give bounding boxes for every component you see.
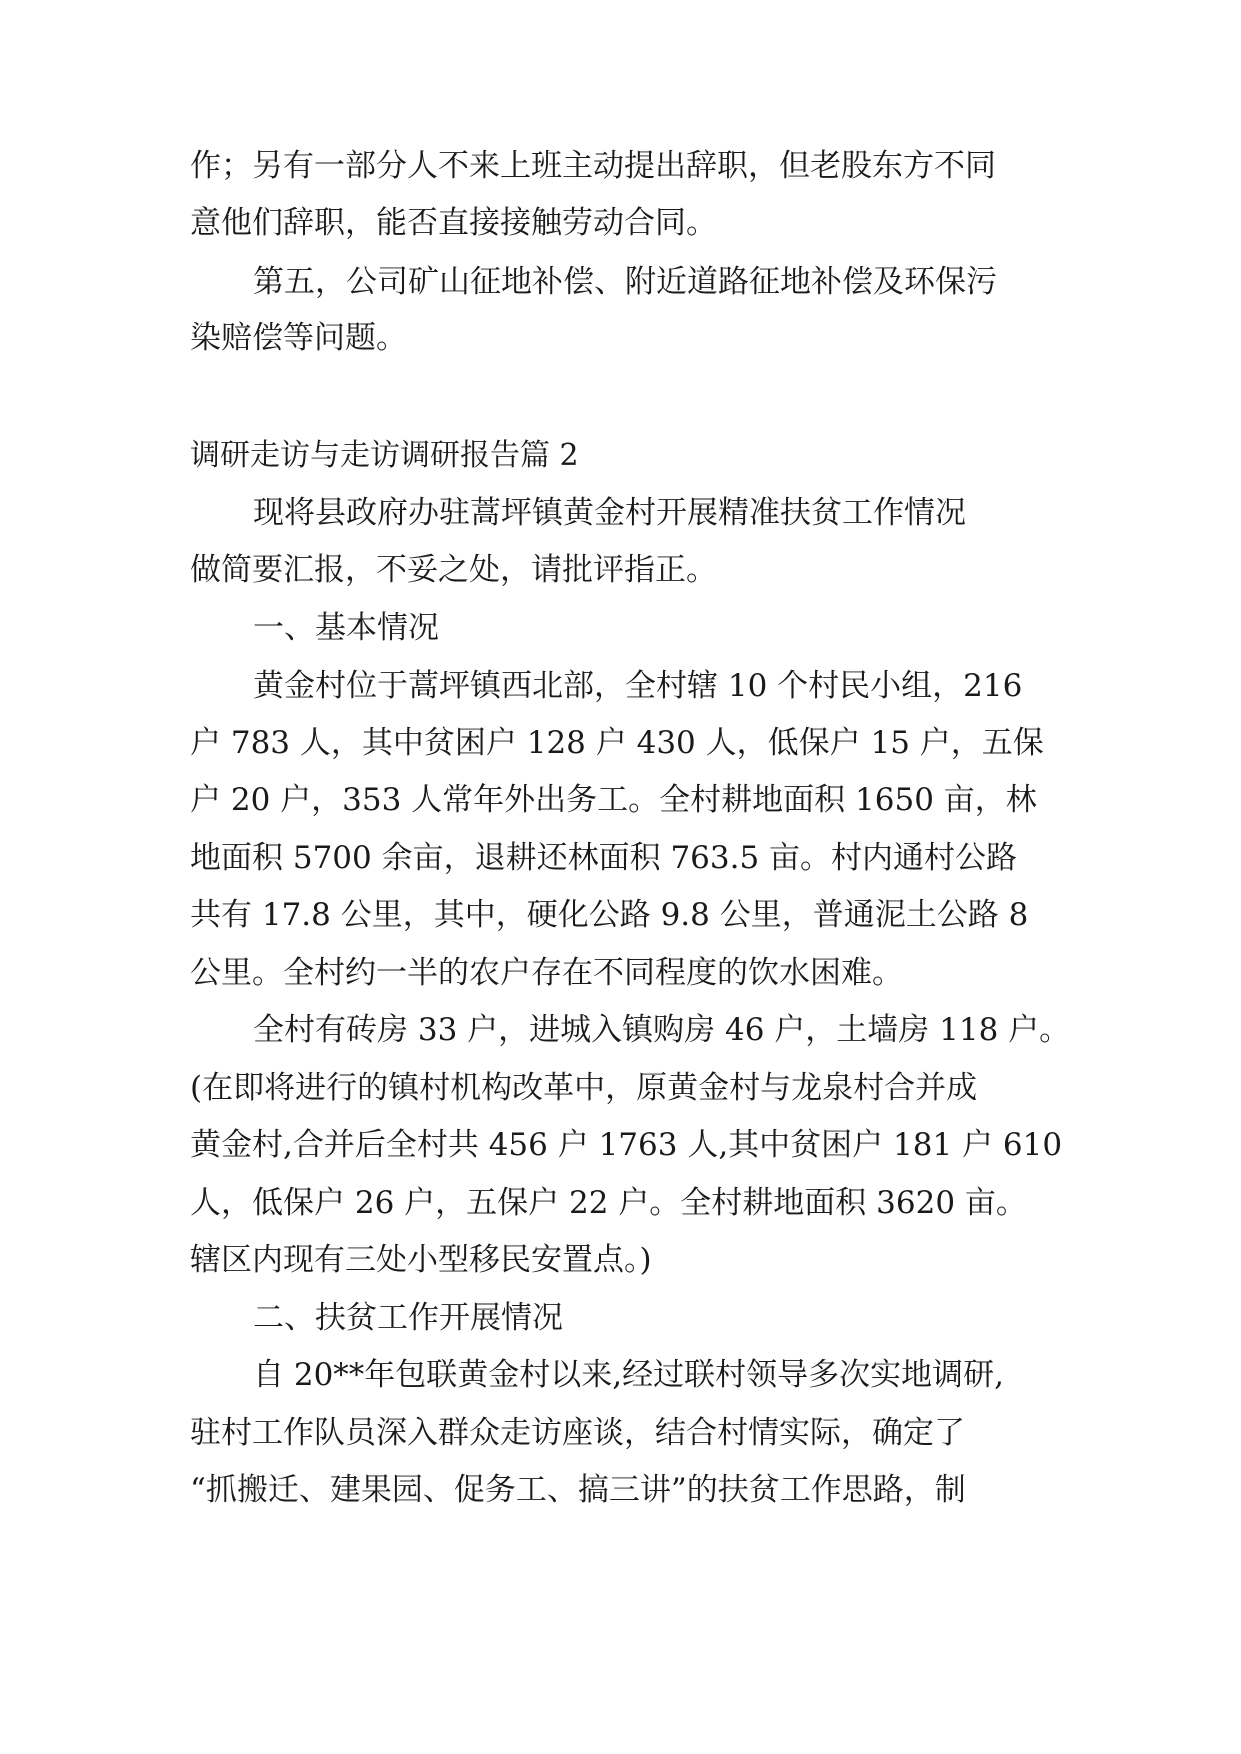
paragraph-line: 做简要汇报，不妥之处，请批评指正。 bbox=[190, 552, 717, 588]
paragraph-line: “抓搬迁、建果园、促务工、搞三讲”的扶贫工作思路，制 bbox=[190, 1472, 966, 1508]
paragraph-line: 作；另有一部分人不来上班主动提出辞职，但老股东方不同 bbox=[190, 148, 996, 184]
paragraph-line: (在即将进行的镇村机构改革中，原黄金村与龙泉村合并成 bbox=[190, 1070, 978, 1106]
paragraph-line: 黄金村,合并后全村共 456 户 1763 人,其中贫困户 181 户 610 bbox=[190, 1127, 1063, 1163]
paragraph-line: 黄金村位于蒿坪镇西北部，全村辖 10 个村民小组，216 bbox=[253, 668, 1023, 704]
paragraph-line: 驻村工作队员深入群众走访座谈，结合村情实际，确定了 bbox=[190, 1415, 965, 1451]
paragraph-line: 人，低保户 26 户，五保户 22 户。全村耕地面积 3620 亩。 bbox=[190, 1185, 1027, 1221]
paragraph-line: 全村有砖房 33 户，进城入镇购房 46 户，土墙房 118 户。 bbox=[253, 1012, 1071, 1048]
paragraph-line: 户 20 户，353 人常年外出务工。全村耕地面积 1650 亩，林 bbox=[190, 782, 1037, 818]
subsection-heading: 一、基本情况 bbox=[253, 610, 439, 646]
paragraph-line: 共有 17.8 公里，其中，硬化公路 9.8 公里，普通泥土公路 8 bbox=[190, 897, 1029, 933]
section-heading: 调研走访与走访调研报告篇 2 bbox=[190, 438, 579, 473]
paragraph-line: 辖区内现有三处小型移民安置点。) bbox=[190, 1242, 652, 1278]
paragraph-line: 意他们辞职，能否直接接触劳动合同。 bbox=[190, 205, 717, 241]
paragraph-line: 公里。全村约一半的农户存在不同程度的饮水困难。 bbox=[190, 955, 903, 991]
paragraph-line: 第五，公司矿山征地补偿、附近道路征地补偿及环保污 bbox=[253, 264, 997, 300]
paragraph-line: 户 783 人，其中贫困户 128 户 430 人，低保户 15 户，五保 bbox=[190, 725, 1044, 761]
paragraph-line: 现将县政府办驻蒿坪镇黄金村开展精准扶贫工作情况 bbox=[253, 495, 966, 531]
paragraph-line: 地面积 5700 余亩，退耕还林面积 763.5 亩。村内通村公路 bbox=[190, 840, 1018, 876]
subsection-heading: 二、扶贫工作开展情况 bbox=[253, 1300, 563, 1336]
paragraph-line: 染赔偿等问题。 bbox=[190, 320, 407, 356]
paragraph-line: 自 20**年包联黄金村以来,经过联村领导多次实地调研, bbox=[253, 1357, 1005, 1393]
